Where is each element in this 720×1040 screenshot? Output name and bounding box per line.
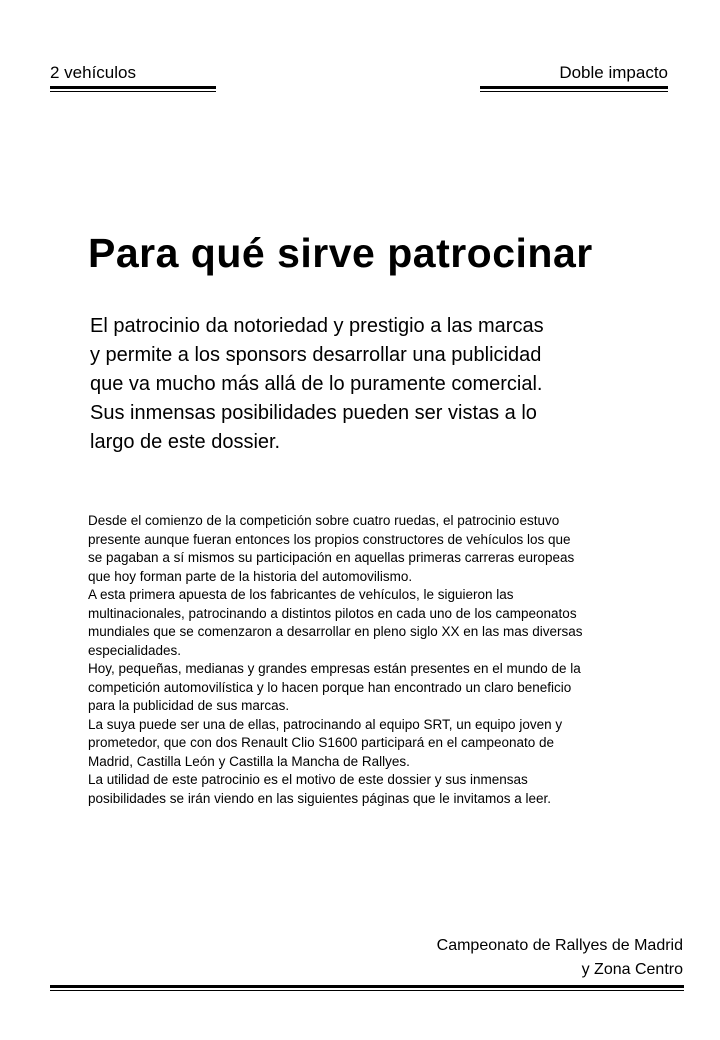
intro-line: y permite a los sponsors desarrollar una publicidad [90,344,542,366]
body-line: prometedor, que con dos Renault Clio S1600 participará en el campeonato de [88,735,555,750]
intro-paragraph [90,312,650,457]
header-left-rule [50,86,216,92]
header-left [50,62,216,92]
intro-line: Sus inmensas posibilidades pueden ser vistas a lo [90,402,537,424]
intro-line: El patrocinio da notoriedad y prestigio a las marcas [90,315,544,337]
body-line: para la publicidad de sus marcas. [88,698,290,713]
body-text [88,512,678,808]
footer-line-2: y Zona Centro [581,961,683,978]
body-line: multinacionales, patrocinando a distintos pilotos en cada uno de los campeonatos [88,605,577,621]
page-title: Para qué sirve patrocinar [88,230,593,276]
body-line: Hoy, pequeñas, medianas y grandes empresas están presentes en el mundo de la [88,661,581,676]
footer-rule [50,985,684,991]
intro-line: que va mucho más allá de lo puramente comercial. [90,373,543,395]
footer-line-1: Campeonato de Rallyes de Madrid [436,937,683,954]
body-line: presente aunque fueran entonces los propios constructores de vehículos los que [88,531,571,547]
header-right-rule [480,86,668,92]
body-line: posibilidades se irán viendo en las siguientes páginas que le invitamos a leer. [88,790,552,806]
body-line: La suya puede ser una de ellas, patrocinando al equipo SRT, un equipo joven y [88,716,563,732]
header-right-label: Doble impacto [559,63,668,82]
body-line: se pagaban a sí mismos su participación en aquellas primeras carreras europeas [88,550,575,565]
body-line: mundiales que se comenzaron a desarrollar en pleno siglo XX en las mas diversas [88,624,583,639]
header-right [480,62,668,92]
body-line: competición automovilística y lo hacen porque han encontrado un claro beneficio [88,679,572,695]
body-line: A esta primera apuesta de los fabricantes de vehículos, le siguieron las [88,587,514,602]
header-left-label: 2 vehículos [50,63,136,82]
intro-line: largo de este dossier. [90,431,281,453]
footer-caption [300,934,683,982]
body-line: Madrid, Castilla León y Castilla la Mancha de Rallyes. [88,753,410,769]
body-line: La utilidad de este patrocinio es el motivo de este dossier y sus inmensas [88,772,528,787]
body-line: Desde el comienzo de la competición sobre cuatro ruedas, el patrocinio estuvo [88,513,560,528]
body-line: que hoy forman parte de la historia del automovilismo. [88,568,413,584]
body-line: especialidades. [88,642,182,658]
